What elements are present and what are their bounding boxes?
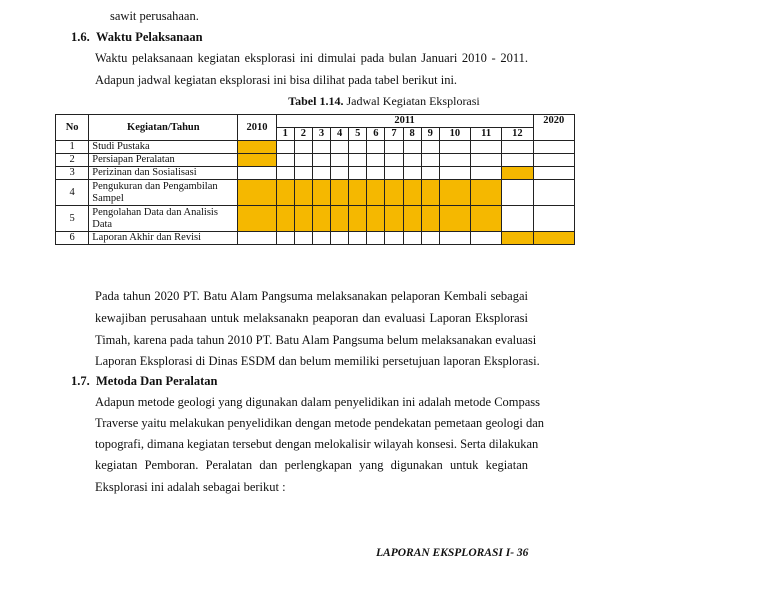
cell-2010 xyxy=(238,141,276,154)
cell-2020 xyxy=(533,180,574,206)
para-2020-line-2: kewajiban perusahaan untuk melaksanakn peaporan dan evaluasi Laporan Eksplorasi xyxy=(95,311,528,325)
cell-2010 xyxy=(238,167,276,180)
row-activity: Studi Pustaka xyxy=(89,141,238,154)
table-row xyxy=(56,206,575,232)
header-month-5: 5 xyxy=(349,128,367,141)
cell-2011-month-5 xyxy=(349,206,367,232)
cell-2011-month-1 xyxy=(276,232,294,245)
cell-2010 xyxy=(238,154,276,167)
row-number: 4 xyxy=(56,180,89,206)
cell-2010 xyxy=(238,206,276,232)
header-2010: 2010 xyxy=(238,115,276,141)
cell-2011-month-12 xyxy=(502,141,533,154)
section-1-7-line-1: Adapun metode geologi yang digunakan dalam penyelidikan ini adalah metode Compass xyxy=(95,395,541,409)
cell-2011-month-6 xyxy=(367,206,385,232)
cell-2011-month-2 xyxy=(294,206,312,232)
cell-2011-month-3 xyxy=(312,232,330,245)
cell-2011-month-8 xyxy=(403,232,421,245)
cell-2020 xyxy=(533,206,574,232)
cell-2011-month-4 xyxy=(331,206,349,232)
cell-2020 xyxy=(533,232,574,245)
para-2020-line-3: Timah, karena pada tahun 2010 PT. Batu Alam Pangsuma belum melaksanakan evaluasi xyxy=(95,333,537,347)
cell-2011-month-9 xyxy=(421,141,439,154)
cell-2011-month-9 xyxy=(421,232,439,245)
cell-2011-month-5 xyxy=(349,154,367,167)
cell-2011-month-10 xyxy=(439,141,470,154)
cell-2011-month-8 xyxy=(403,154,421,167)
cell-2011-month-11 xyxy=(471,154,502,167)
header-month-10: 10 xyxy=(439,128,470,141)
header-month-11: 11 xyxy=(471,128,502,141)
cell-2011-month-4 xyxy=(331,154,349,167)
section-1-6-line-1: Waktu pelaksanaan kegiatan eksplorasi ini dimulai pada bulan Januari 2010 - 2011. xyxy=(95,51,528,65)
header-month-2: 2 xyxy=(294,128,312,141)
cell-2011-month-4 xyxy=(331,180,349,206)
cell-2011-month-1 xyxy=(276,141,294,154)
cell-2011-month-1 xyxy=(276,206,294,232)
cell-2011-month-4 xyxy=(331,232,349,245)
cell-2020 xyxy=(533,154,574,167)
header-month-4: 4 xyxy=(331,128,349,141)
section-1-6-heading xyxy=(71,30,203,45)
section-1-6-line-2: Adapun jadwal kegiatan eksplorasi ini bisa dilihat pada tabel berikut ini. xyxy=(95,73,458,87)
section-1-6-title: Waktu Pelaksanaan xyxy=(96,30,203,44)
row-number: 2 xyxy=(56,154,89,167)
table-row xyxy=(56,154,575,167)
cell-2011-month-9 xyxy=(421,167,439,180)
cell-2011-month-5 xyxy=(349,141,367,154)
cell-2011-month-6 xyxy=(367,180,385,206)
header-2020: 2020 xyxy=(533,115,574,141)
cell-2011-month-10 xyxy=(439,167,470,180)
cell-2011-month-2 xyxy=(294,141,312,154)
para-2020-line-1: Pada tahun 2020 PT. Batu Alam Pangsuma melaksanakan pelaporan Kembali sebagai xyxy=(95,289,528,303)
cell-2011-month-6 xyxy=(367,167,385,180)
row-number: 5 xyxy=(56,206,89,232)
header-2011: 2011 xyxy=(276,115,533,128)
cell-2011-month-4 xyxy=(331,141,349,154)
cell-2010 xyxy=(238,180,276,206)
header-month-8: 8 xyxy=(403,128,421,141)
table-caption xyxy=(0,94,768,109)
section-1-6-number: 1.6. xyxy=(71,30,90,44)
cell-2011-month-6 xyxy=(367,141,385,154)
cell-2011-month-11 xyxy=(471,167,502,180)
cell-2011-month-5 xyxy=(349,232,367,245)
cell-2011-month-3 xyxy=(312,167,330,180)
cell-2011-month-9 xyxy=(421,206,439,232)
cell-2011-month-8 xyxy=(403,206,421,232)
cell-2011-month-12 xyxy=(502,180,533,206)
cell-2011-month-12 xyxy=(502,206,533,232)
table-row xyxy=(56,167,575,180)
row-activity: Laporan Akhir dan Revisi xyxy=(89,232,238,245)
page-footer: LAPORAN EKSPLORASI I- 36 xyxy=(376,547,529,559)
section-1-7-line-4: kegiatan Pemboran. Peralatan dan perlengkapan yang digunakan untuk kegiatan xyxy=(95,458,528,472)
row-activity: Pengolahan Data dan Analisis Data xyxy=(89,206,238,232)
intro-tail-line: sawit perusahaan. xyxy=(110,9,199,23)
cell-2011-month-7 xyxy=(385,141,403,154)
cell-2011-month-12 xyxy=(502,232,533,245)
cell-2011-month-6 xyxy=(367,154,385,167)
cell-2011-month-7 xyxy=(385,180,403,206)
cell-2011-month-4 xyxy=(331,167,349,180)
section-1-7-title: Metoda Dan Peralatan xyxy=(96,374,218,388)
para-2020-line-4: Laporan Eksplorasi di Dinas ESDM dan belum memiliki persetujuan laporan Eksplorasi. xyxy=(95,354,540,368)
section-1-7-line-5: Eksplorasi ini adalah sebagai berikut : xyxy=(95,480,286,494)
table-caption-label: Tabel 1.14. xyxy=(288,94,344,108)
cell-2011-month-6 xyxy=(367,232,385,245)
cell-2011-month-10 xyxy=(439,232,470,245)
cell-2011-month-7 xyxy=(385,154,403,167)
cell-2011-month-5 xyxy=(349,180,367,206)
cell-2011-month-10 xyxy=(439,180,470,206)
cell-2011-month-1 xyxy=(276,154,294,167)
cell-2011-month-12 xyxy=(502,167,533,180)
cell-2011-month-8 xyxy=(403,141,421,154)
header-month-12: 12 xyxy=(502,128,533,141)
table-caption-text: Jadwal Kegiatan Eksplorasi xyxy=(346,94,480,108)
header-month-9: 9 xyxy=(421,128,439,141)
cell-2011-month-11 xyxy=(471,180,502,206)
cell-2011-month-5 xyxy=(349,167,367,180)
schedule-table xyxy=(55,114,575,245)
section-1-7-line-3: topografi, dimana kegiatan tersebut dengan melokalisir wilayah konsesi. Serta dilakukan xyxy=(95,437,539,451)
table-row xyxy=(56,141,575,154)
cell-2011-month-9 xyxy=(421,180,439,206)
row-activity: Perizinan dan Sosialisasi xyxy=(89,167,238,180)
cell-2011-month-10 xyxy=(439,206,470,232)
cell-2011-month-2 xyxy=(294,180,312,206)
header-month-6: 6 xyxy=(367,128,385,141)
cell-2020 xyxy=(533,141,574,154)
section-1-7-number: 1.7. xyxy=(71,374,90,388)
cell-2011-month-12 xyxy=(502,154,533,167)
cell-2011-month-3 xyxy=(312,141,330,154)
cell-2011-month-11 xyxy=(471,232,502,245)
table-row xyxy=(56,180,575,206)
table-row xyxy=(56,232,575,245)
row-number: 6 xyxy=(56,232,89,245)
cell-2020 xyxy=(533,167,574,180)
section-1-7-line-2: Traverse yaitu melakukan penyelidikan dengan metode pendekatan pemetaan geologi dan xyxy=(95,416,545,430)
cell-2011-month-2 xyxy=(294,167,312,180)
row-number: 3 xyxy=(56,167,89,180)
row-activity: Persiapan Peralatan xyxy=(89,154,238,167)
cell-2011-month-3 xyxy=(312,206,330,232)
header-month-3: 3 xyxy=(312,128,330,141)
row-activity: Pengukuran dan Pengambilan Sampel xyxy=(89,180,238,206)
cell-2011-month-11 xyxy=(471,141,502,154)
header-no: No xyxy=(56,115,89,141)
row-number: 1 xyxy=(56,141,89,154)
cell-2011-month-3 xyxy=(312,154,330,167)
cell-2011-month-7 xyxy=(385,232,403,245)
header-month-7: 7 xyxy=(385,128,403,141)
cell-2011-month-8 xyxy=(403,167,421,180)
header-month-1: 1 xyxy=(276,128,294,141)
section-1-7-heading xyxy=(71,374,218,389)
header-activity: Kegiatan/Tahun xyxy=(89,115,238,141)
cell-2011-month-3 xyxy=(312,180,330,206)
cell-2011-month-8 xyxy=(403,180,421,206)
cell-2011-month-11 xyxy=(471,206,502,232)
cell-2011-month-7 xyxy=(385,206,403,232)
cell-2011-month-2 xyxy=(294,232,312,245)
cell-2010 xyxy=(238,232,276,245)
cell-2011-month-9 xyxy=(421,154,439,167)
cell-2011-month-7 xyxy=(385,167,403,180)
cell-2011-month-1 xyxy=(276,180,294,206)
cell-2011-month-2 xyxy=(294,154,312,167)
cell-2011-month-10 xyxy=(439,154,470,167)
cell-2011-month-1 xyxy=(276,167,294,180)
